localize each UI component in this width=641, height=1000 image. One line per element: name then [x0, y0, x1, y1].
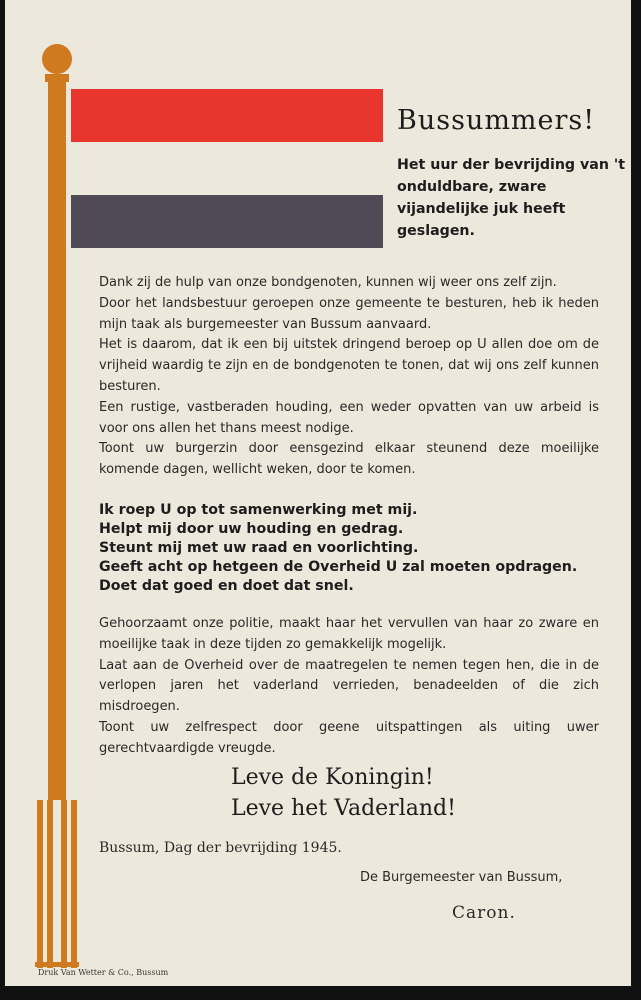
- call-line: Ik roep U op tot samenwerking met mij.: [99, 502, 418, 518]
- call-line: Geeft acht op hetgeen de Overheid U zal moeten opdragen.: [99, 559, 578, 575]
- cheer-queen: Leve de Koningin!: [231, 765, 434, 790]
- closing-paragraph: Toont uw zelfrespect door geene uitspattingen als uiting uwer gerechtvaardigde vreugde.: [99, 719, 599, 756]
- intro-paragraph: Het is daarom, dat ik een bij uitstek dringend beroep op U allen doe om de vrijheid waardig te zijn en de bondgenoten te tonen, dat wij ons zelf kunnen besturen.: [99, 337, 599, 394]
- flag-red-stripe: [71, 89, 383, 142]
- flagpole-base: [35, 962, 79, 967]
- printer-credit: Druk Van Wetter & Co., Bussum: [38, 968, 169, 977]
- call-line: Helpt mij door uw houding en gedrag.: [99, 521, 404, 537]
- headline: Bussummers!: [397, 105, 596, 136]
- intro-paragraph: Door het landsbestuur geroepen onze gemeente te besturen, heb ik heden mijn taak als burgemeester van Bussum aanvaard.: [99, 295, 599, 332]
- flagpole-foot-center-right: [61, 800, 67, 968]
- dateline: Bussum, Dag der bevrijding 1945.: [99, 840, 342, 856]
- call-line: Steunt mij met uw raad en voorlichting.: [99, 540, 419, 556]
- flagpole-finial: [42, 44, 72, 74]
- call-line: Doet dat goed en doet dat snel.: [99, 578, 354, 594]
- subhead: Het uur der bevrijding van 't onduldbare, zware vijandelijke juk heeft geslagen.: [397, 157, 626, 239]
- intro-text: [99, 273, 599, 481]
- flagpole-foot-right: [71, 800, 77, 968]
- signature: Caron.: [452, 903, 516, 923]
- intro-paragraph: Een rustige, vastberaden houding, een weder opvatten van uw arbeid is voor ons allen het thans meest nodige.: [99, 399, 599, 436]
- closing-text: [99, 614, 599, 760]
- intro-paragraph: Toont uw burgerzin door eensgezind elkaar steunend deze moeilijke komende dagen, wellicht weken, door te komen.: [99, 441, 599, 478]
- closing-paragraph: Laat aan de Overheid over de maatregelen te nemen tegen hen, die in de verlopen jaren het vaderland verrieden, benadeelden of die zich misdroegen.: [99, 657, 599, 715]
- signoff: De Burgemeester van Bussum,: [360, 870, 563, 885]
- flag-white-stripe: [71, 142, 383, 195]
- closing-paragraph: Gehoorzaamt onze politie, maakt haar het vervullen van haar zo zware en moeilijke taak in deze tijden zo gemakkelijk mogelijk.: [99, 616, 599, 652]
- intro-paragraph: Dank zij de hulp van onze bondgenoten, kunnen wij weer ons zelf zijn.: [99, 275, 557, 290]
- flag-blue-stripe: [71, 195, 383, 248]
- flagpole-foot-left: [37, 800, 43, 968]
- flagpole: [48, 80, 66, 800]
- cheer-fatherland: Leve het Vaderland!: [231, 796, 456, 821]
- flagpole-foot-center-left: [47, 800, 53, 968]
- poster: [5, 0, 631, 986]
- calls-to-action: [99, 501, 599, 596]
